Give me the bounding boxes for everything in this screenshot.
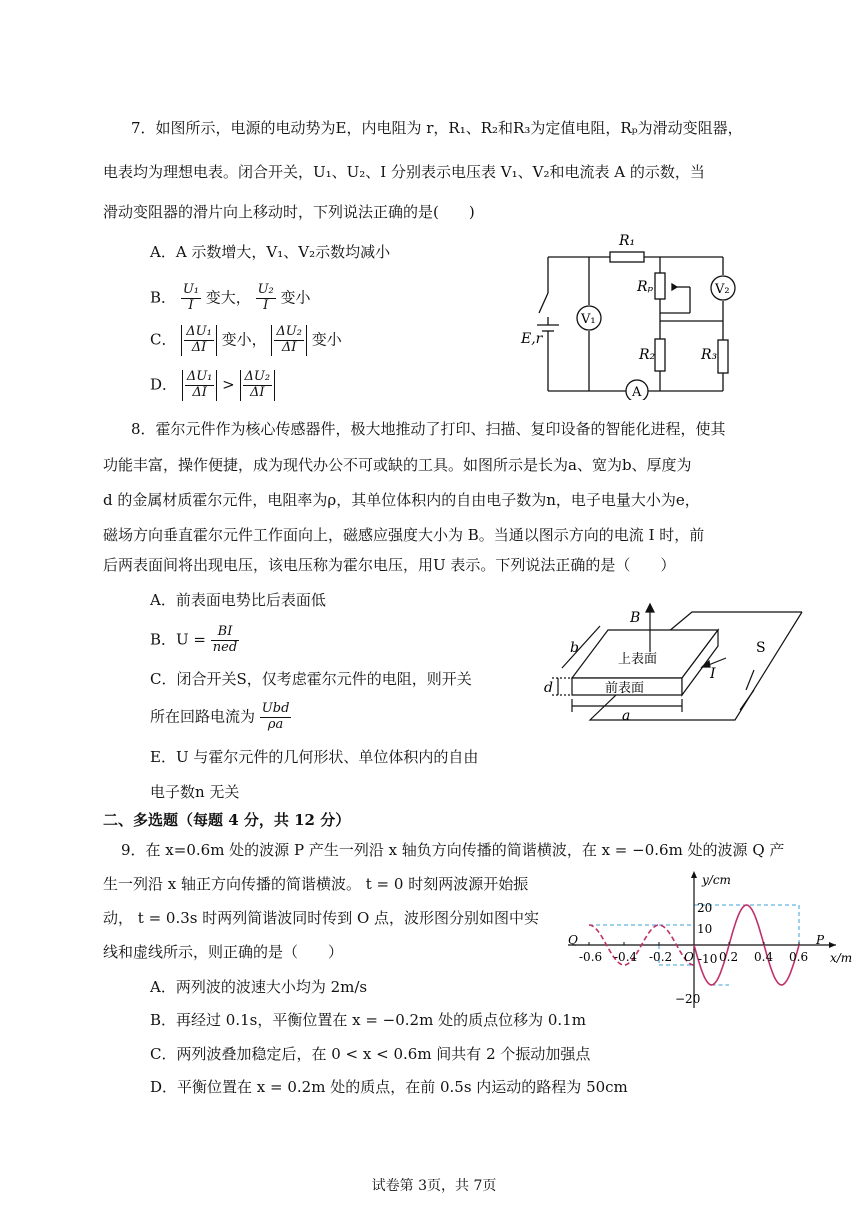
q7-option-a: A．A 示数增大，V₁、V₂示数均减小 xyxy=(150,243,391,261)
page-footer: 试卷第 3页，共 7页 xyxy=(371,1178,497,1194)
q8-stem-line2: 功能丰富，操作便捷，成为现代办公不可或缺的工具。如图所示是长为a、宽为b、厚度为 xyxy=(103,456,692,474)
label-front-surface: 前表面 xyxy=(605,681,645,696)
section-heading-multiple-choice: 二、多选题（每题 4 分，共 12 分） xyxy=(103,811,351,829)
xtick-label: -0.4 xyxy=(614,950,638,964)
q7-stem-line3: 滑动变阻器的滑片向上移动时，下列说法正确的是( ) xyxy=(103,203,475,221)
xtick-label: 0.2 xyxy=(719,950,739,964)
label-switch-s: S xyxy=(756,640,766,656)
q7-option-b-label: B． xyxy=(150,288,177,307)
label-v1: V₁ xyxy=(581,312,596,327)
q7-frac-du1-di: $\frac{\text{ΔU₁}}{\Delta I}$ xyxy=(186,324,212,355)
q7-frac-u1-i: $\frac{\text{U₁}}{I}$ xyxy=(182,282,199,313)
xtick-label: -0.6 xyxy=(579,950,603,964)
xtick-label: -0.2 xyxy=(649,950,673,964)
label-a: A xyxy=(632,385,642,400)
axis-y-label: y/cm xyxy=(702,873,731,887)
origin-label: O xyxy=(684,950,694,964)
source-p-label: P xyxy=(816,933,825,947)
q7-stem-line1: 7．如图所示，电源的电动势为E，内电阻为 r，R₁、R₂和R₃为定值电阻，Rₚ为滑动变阻器， xyxy=(131,119,743,137)
label-thickness-d: d xyxy=(544,680,553,696)
ytick-neg10: -10 xyxy=(698,952,718,966)
ytick-10: 10 xyxy=(697,922,713,936)
q8-option-e-line2: 电子数n 无关 xyxy=(150,783,240,801)
q8-option-b: B．U = $\frac{BI}{\text{ned}}$ xyxy=(150,624,238,655)
label-top-surface: 上表面 xyxy=(618,652,658,667)
q8-hall-figure xyxy=(540,600,810,730)
axis-x-label: x/m xyxy=(830,951,853,965)
label-r3: R₃ xyxy=(701,347,718,363)
source-q-label: Q xyxy=(568,933,578,947)
label-current-i: I xyxy=(710,666,716,682)
q9-stem-line2: 生一列沿 x 轴正方向传播的简谐横波。 t = 0 时刻两波源开始振 xyxy=(103,875,529,893)
q7-option-d: D． $\frac{\text{ΔU₁}}{\Delta I}$ > $\frac{\text{ΔU₂}}{\Delta I}$ xyxy=(150,370,275,401)
q7-circuit-diagram xyxy=(515,225,755,400)
label-length-a: a xyxy=(622,708,631,724)
label-v2: V₂ xyxy=(715,282,730,297)
label-b-field: B xyxy=(630,610,641,626)
q8-stem-line5: 后两表面间将出现电压，该电压称为霍尔电压，用U 表示。下列说法正确的是（ ） xyxy=(103,556,676,574)
q9-option-b: B．再经过 0.1s，平衡位置在 x = −0.2m 处的质点位移为 0.1m xyxy=(150,1011,586,1029)
xtick-label: 0.4 xyxy=(754,950,774,964)
label-r2: R₂ xyxy=(639,347,656,363)
q7-stem-line2: 电表均为理想电表。闭合开关，U₁、U₂、I 分别表示电压表 V₁、V₂和电流表 A 的示数，当 xyxy=(103,163,705,181)
q7-frac-du2-di: $\frac{\text{ΔU₂}}{\Delta I}$ xyxy=(276,324,302,355)
label-width-b: b xyxy=(570,640,579,656)
q9-option-a: A．两列波的波速大小均为 2m/s xyxy=(150,978,368,996)
label-rp: Rₚ xyxy=(637,279,654,295)
q8-option-e-line1: E．U 与霍尔元件的几何形状、单位体积内的自由 xyxy=(150,748,479,766)
q8-option-c-line2: 所在回路电流为 $\frac{\text{Ubd}}{\rho a}$ xyxy=(150,701,290,732)
q9-stem-line3: 动， t = 0.3s 时两列简谐波同时传到 O 点，波形图分别如图中实 xyxy=(103,909,540,927)
ytick-neg20: −20 xyxy=(675,992,701,1006)
q9-wave-graph xyxy=(560,868,856,1018)
label-er: E,r xyxy=(521,331,543,347)
xtick-label: 0.6 xyxy=(789,950,809,964)
q9-option-c: C．两列波叠加稳定后，在 0 < x < 0.6m 间共有 2 个振动加强点 xyxy=(150,1045,591,1063)
q9-option-d: D．平衡位置在 x = 0.2m 处的质点，在前 0.5s 内运动的路程为 50cm xyxy=(150,1078,628,1096)
q8-option-c-line1: C．闭合开关S，仅考虑霍尔元件的电阻，则开关 xyxy=(150,670,472,688)
q8-frac-ubd-pa: $\frac{\text{Ubd}}{\rho a}$ xyxy=(261,701,290,732)
q7-option-b: B． $\frac{\text{U₁}}{I}$ 变大， $\frac{\text{U₂}}{I}$ 变小 xyxy=(150,282,311,313)
q8-stem-line3: d 的金属材质霍尔元件，电阻率为ρ，其单位体积内的自由电子数为n，电子电量大小为e， xyxy=(103,491,700,509)
q9-stem-line4: 线和虚线所示，则正确的是（ ） xyxy=(103,943,344,961)
q8-stem-line4: 磁场方向垂直霍尔元件工作面向上，磁感应强度大小为 B。当通以图示方向的电流 I 时，前 xyxy=(103,526,705,544)
q8-frac-bi-ned: $\frac{BI}{\text{ned}}$ xyxy=(212,624,238,655)
q8-stem-line1: 8．霍尔元件作为核心传感器件，极大地推动了打印、扫描、复印设备的智能化进程，使其 xyxy=(131,420,726,438)
q7-option-c: C． $\frac{\text{ΔU₁}}{\Delta I}$ 变小， $\frac{\text{ΔU₂}}{\Delta I}$ 变小 xyxy=(150,324,342,355)
q7-frac-u2-i: $\frac{\text{U₂}}{I}$ xyxy=(257,282,274,313)
q8-option-a: A．前表面电势比后表面低 xyxy=(150,591,326,609)
q9-stem-line1: 9．在 x=0.6m 处的波源 P 产生一列沿 x 轴负方向传播的简谐横波，在 x = −0.6m 处的波源 Q 产 xyxy=(121,841,785,859)
ytick-20: 20 xyxy=(697,901,713,915)
label-r1: R₁ xyxy=(619,233,636,249)
